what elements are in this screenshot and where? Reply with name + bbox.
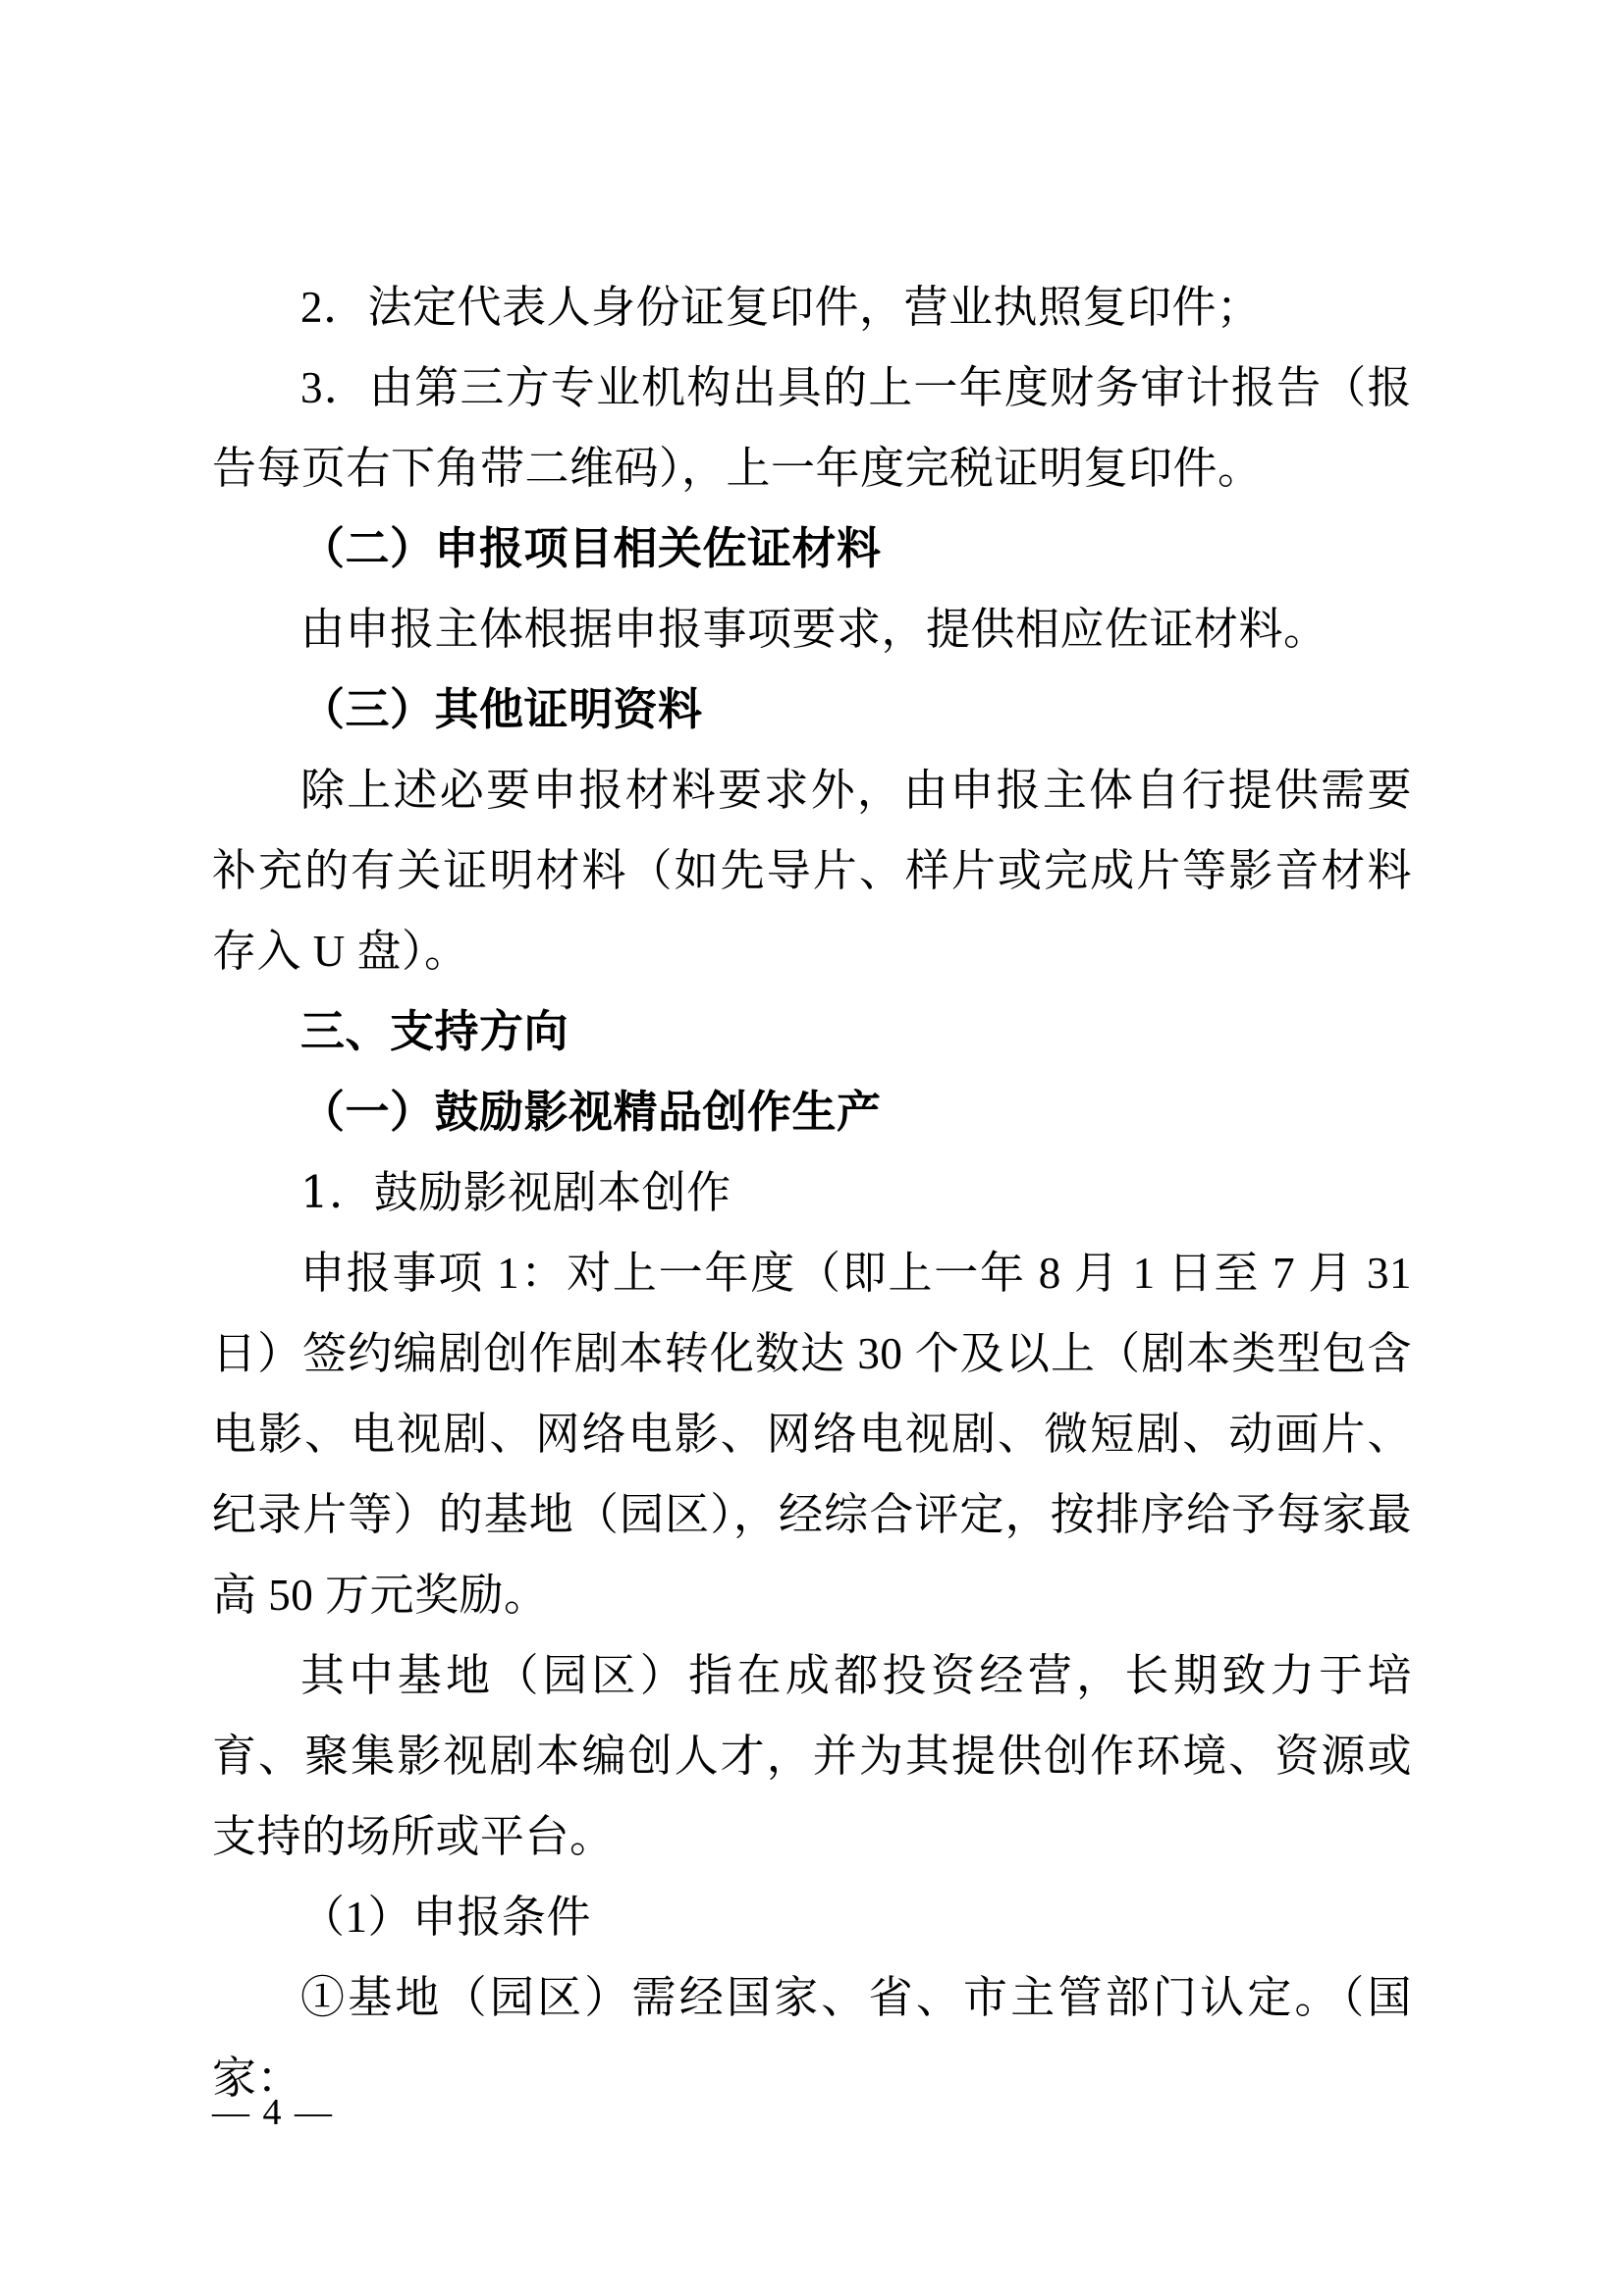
page-number-footer: — 4 — xyxy=(212,2092,334,2133)
heading-2-project-evidence-materials: （二）申报项目相关佐证材料 xyxy=(300,522,882,574)
list-item-2-id-copy: 2．法定代表人身份证复印件，营业执照复印件； xyxy=(300,283,1262,332)
heading-section-3-support-directions: 三、支持方向 xyxy=(300,1006,569,1056)
para-base-park-definition: 其中基地（园区）指在成都投资经营，长期致力于培育、聚集影视剧本编创人才，并为其提供创作环境、资源或支持的场所或平台。 xyxy=(212,1651,1412,1861)
para-other-certificates-desc: 除上述必要申报材料要求外，由申报主体自行提供需要补充的有关证明材料（如先导片、样片或完成片等影音材料存入 U 盘）。 xyxy=(212,766,1412,976)
para-evidence-materials-desc: 由申报主体根据申报事项要求，提供相应佐证材料。 xyxy=(300,605,1328,654)
para-condition-1-base-accreditation: ①基地（园区）需经国家、省、市主管部门认定。（国家： xyxy=(212,1973,1412,2103)
para-application-conditions-heading: （1）申报条件 xyxy=(300,1893,592,1942)
heading-sub-1-encourage-film-tv-production: （一）鼓励影视精品创作生产 xyxy=(300,1086,882,1138)
list-item-3-audit-report: 3．由第三方专业机构出具的上一年度财务审计报告（报告每页右下角带二维码），上一年度完税证明复印件。 xyxy=(212,363,1412,493)
para-declaration-item-1: 申报事项 1：对上一年度（即上一年 8 月 1 日至 7 月 31 日）签约编剧创作剧本转化数达 30 个及以上（剧本类型包含电影、电视剧、网络电影、网络电视剧、微短剧、动画片、纪录片等）的基地（园区），经综合评定，按排序给予每家最高 50 万元奖励。 xyxy=(212,1249,1412,1620)
heading-item-1-encourage-script-creation: 1．鼓励影视剧本创作 xyxy=(300,1166,731,1218)
document-body xyxy=(212,267,1412,2118)
heading-3-other-certificates: （三）其他证明资料 xyxy=(300,683,703,735)
